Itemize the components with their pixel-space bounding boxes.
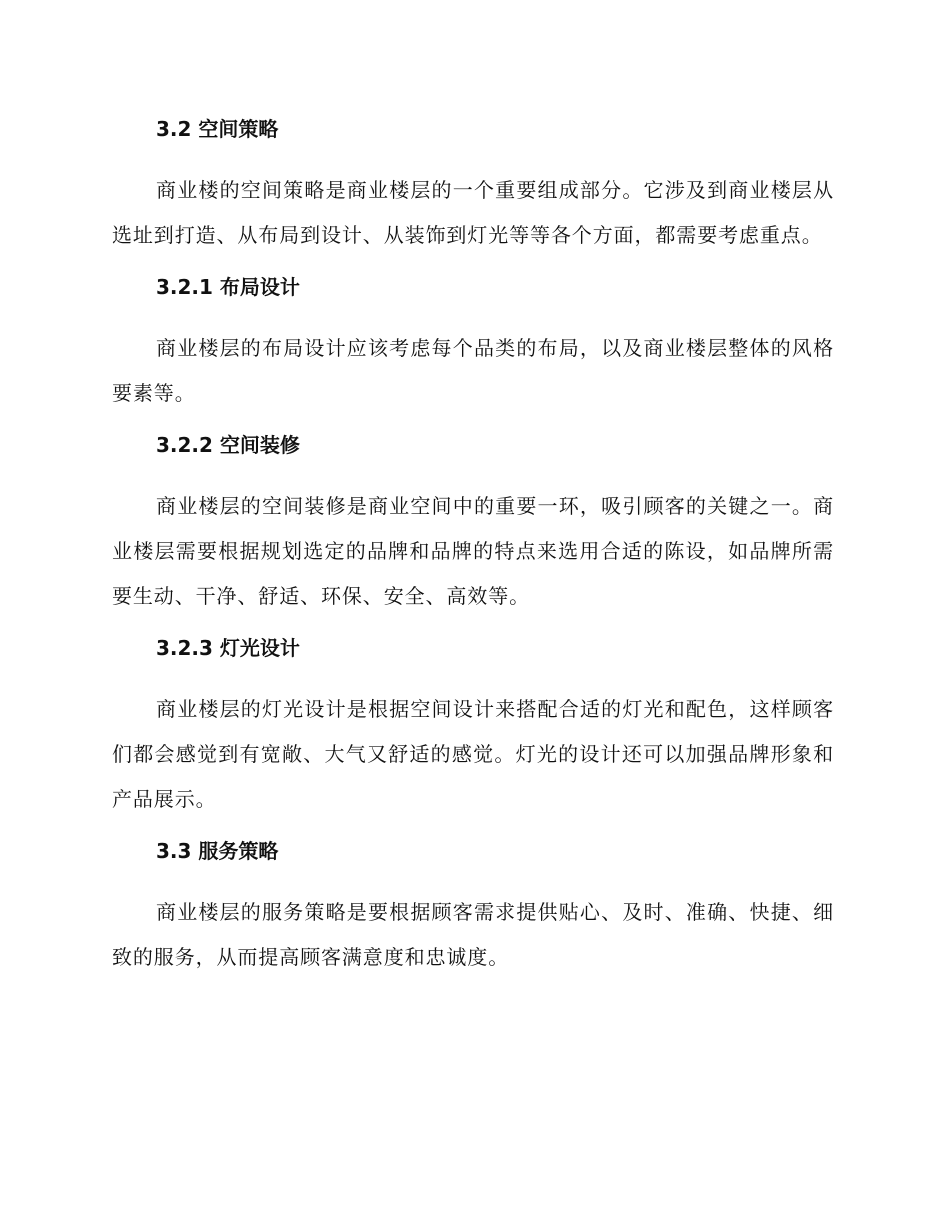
section-heading-3-2-3: 3.2.3 灯光设计 (156, 636, 300, 660)
document-body (112, 110, 834, 980)
section-paragraph-3-3: 商业楼层的服务策略是要根据顾客需求提供贴心、及时、准确、快捷、细致的服务，从而提高顾客满意度和忠诚度。 (112, 900, 834, 969)
section-paragraph-3-2-2: 商业楼层的空间装修是商业空间中的重要一环，吸引顾客的关键之一。商业楼层需要根据规划选定的品牌和品牌的特点来选用合适的陈设，如品牌所需要生动、干净、舒适、环保、安全、高效等。 (112, 494, 834, 608)
section-heading-3-3: 3.3 服务策略 (156, 839, 279, 863)
section-paragraph-3-2: 商业楼的空间策略是商业楼层的一个重要组成部分。它涉及到商业楼层从选址到打造、从布局到设计、从装饰到灯光等等各个方面，都需要考虑重点。 (112, 178, 834, 247)
section-heading-3-2-1: 3.2.1 布局设计 (156, 275, 300, 299)
section-heading-3-2-2: 3.2.2 空间装修 (156, 433, 300, 457)
section-paragraph-3-2-1: 商业楼层的布局设计应该考虑每个品类的布局，以及商业楼层整体的风格要素等。 (112, 336, 834, 405)
section-heading-3-2: 3.2 空间策略 (156, 117, 279, 141)
section-paragraph-3-2-3: 商业楼层的灯光设计是根据空间设计来搭配合适的灯光和配色，这样顾客们都会感觉到有宽敞、大气又舒适的感觉。灯光的设计还可以加强品牌形象和产品展示。 (112, 697, 834, 811)
